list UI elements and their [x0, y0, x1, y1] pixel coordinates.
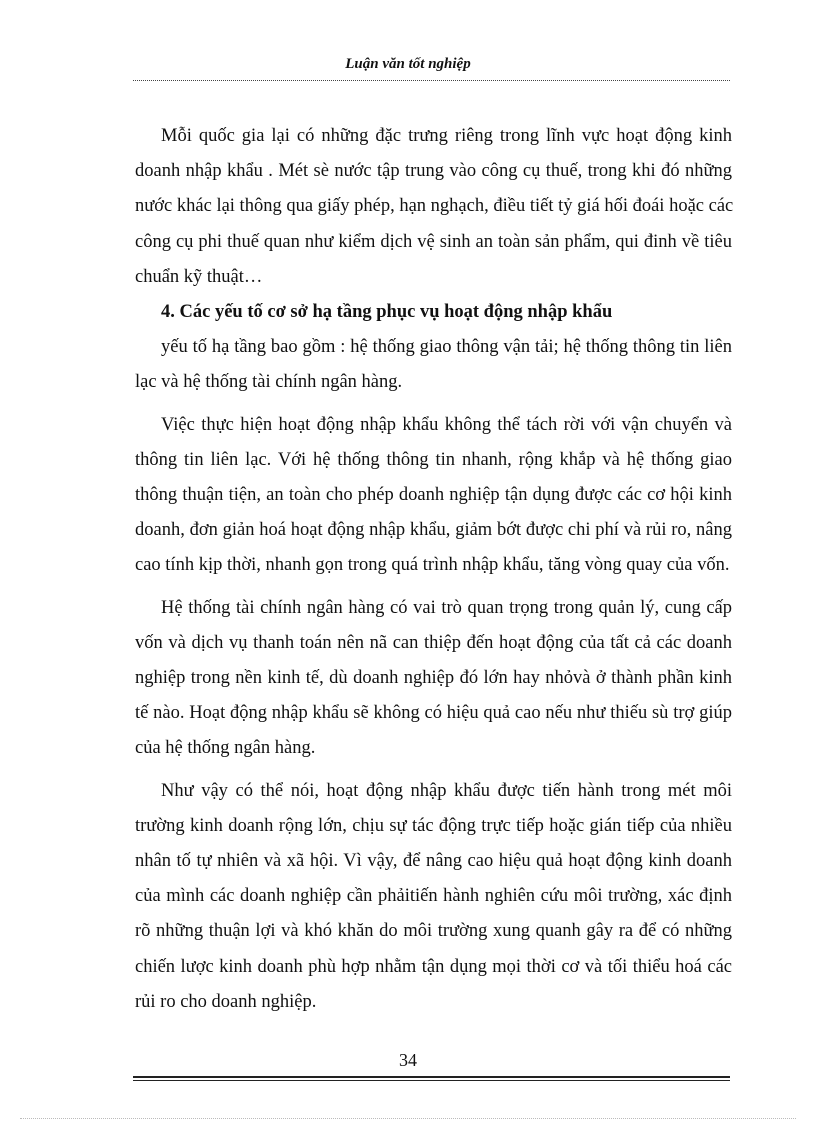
header-divider — [133, 80, 730, 81]
text-line: nhân tố tự nhiên và xã hội. Vì vậy, để nâng cao hiệu quả hoạt động kinh doanh — [135, 851, 732, 872]
text-line: doanh nhập khẩu . Mét sè nước tập trung vào công cụ thuế, trong khi đó những — [135, 161, 732, 182]
running-header-title: Luận văn tốt nghiệp — [345, 56, 471, 72]
text-line: của hệ thống ngân hàng. — [135, 738, 316, 759]
text-line: Như vậy có thể nói, hoạt động nhập khẩu được tiến hành trong mét môi — [161, 780, 732, 801]
text-line: chiến lược kinh doanh phù hợp nhằm tận dụng mọi thời cơ và tối thiểu hoá các — [135, 956, 732, 977]
text-line: rõ những thuận lợi và khó khăn do môi trường xung quanh gây ra để có những — [135, 921, 732, 942]
text-line: chuẩn kỹ thuật… — [135, 266, 263, 287]
text-line: thông thuận tiện, an toàn cho phép doanh nghiệp tận dụng được các cơ hội kinh — [135, 485, 732, 506]
text-line: nghiệp trong nền kinh tế, dù doanh nghiệp đó lớn hay nhỏvà ở thành phần kinh — [135, 668, 732, 689]
text-line: nước khác lại thông qua giấy phép, hạn nghạch, điều tiết tỷ giá hối đoái hoặc các — [135, 196, 734, 217]
text-line: trường kinh doanh rộng lớn, chịu sự tác động trực tiếp hoặc gián tiếp của nhiều — [135, 815, 732, 836]
section-heading: 4. Các yếu tố cơ sở hạ tầng phục vụ hoạt động nhập khẩu — [161, 302, 613, 323]
text-line: công cụ phi thuế quan như kiểm dịch vệ sinh an toàn sản phẩm, qui đinh về tiêu — [135, 231, 732, 252]
paragraph-transport-communication — [135, 408, 732, 584]
text-line: Mỗi quốc gia lại có những đặc trưng riêng trong lĩnh vực hoạt động kinh — [161, 126, 732, 146]
text-line: Việc thực hiện hoạt động nhập khẩu không thể tách rời với vận chuyển và — [161, 414, 732, 435]
text-line: yếu tố hạ tầng bao gồm : hệ thống giao thông vận tải; hệ thống thông tin liên — [161, 337, 732, 358]
text-line: vốn và dịch vụ thanh toán nên nã can thiệp đến hoạt động của tất cả các doanh — [135, 632, 732, 653]
text-line: cao tính kịp thời, nhanh gọn trong quá trình nhập khẩu, tăng vòng quay của vốn. — [135, 555, 730, 576]
page-bottom-edge — [20, 1118, 796, 1119]
paragraph-import-policies — [135, 119, 732, 295]
paragraph-infrastructure — [135, 330, 732, 400]
paragraph-conclusion — [135, 774, 732, 1020]
text-line: doanh, đơn giản hoá hoạt động nhập khẩu, giảm bớt được chi phí và rủi ro, nâng — [135, 520, 732, 541]
paragraph-banking-system — [135, 591, 732, 767]
footer-divider — [133, 1076, 730, 1081]
text-line: rủi ro cho doanh nghiệp. — [135, 991, 317, 1012]
text-line: Hệ thống tài chính ngân hàng có vai trò quan trọng trong quản lý, cung cấp — [161, 597, 732, 618]
text-line: lạc và hệ thống tài chính ngân hàng. — [135, 372, 403, 393]
text-line: của mình các doanh nghiệp cần phảitiến hành nghiên cứu môi trường, xác định — [135, 886, 732, 907]
text-line: thông tin liên lạc. Với hệ thống thông tin nhanh, rộng khắp và hệ thống giao — [135, 449, 732, 470]
page-number: 34 — [399, 1050, 417, 1070]
document-body — [135, 119, 732, 1020]
text-line: tế nào. Hoạt động nhập khẩu sẽ không có hiệu quả cao nếu như thiếu sù trợ giúp — [135, 703, 732, 724]
